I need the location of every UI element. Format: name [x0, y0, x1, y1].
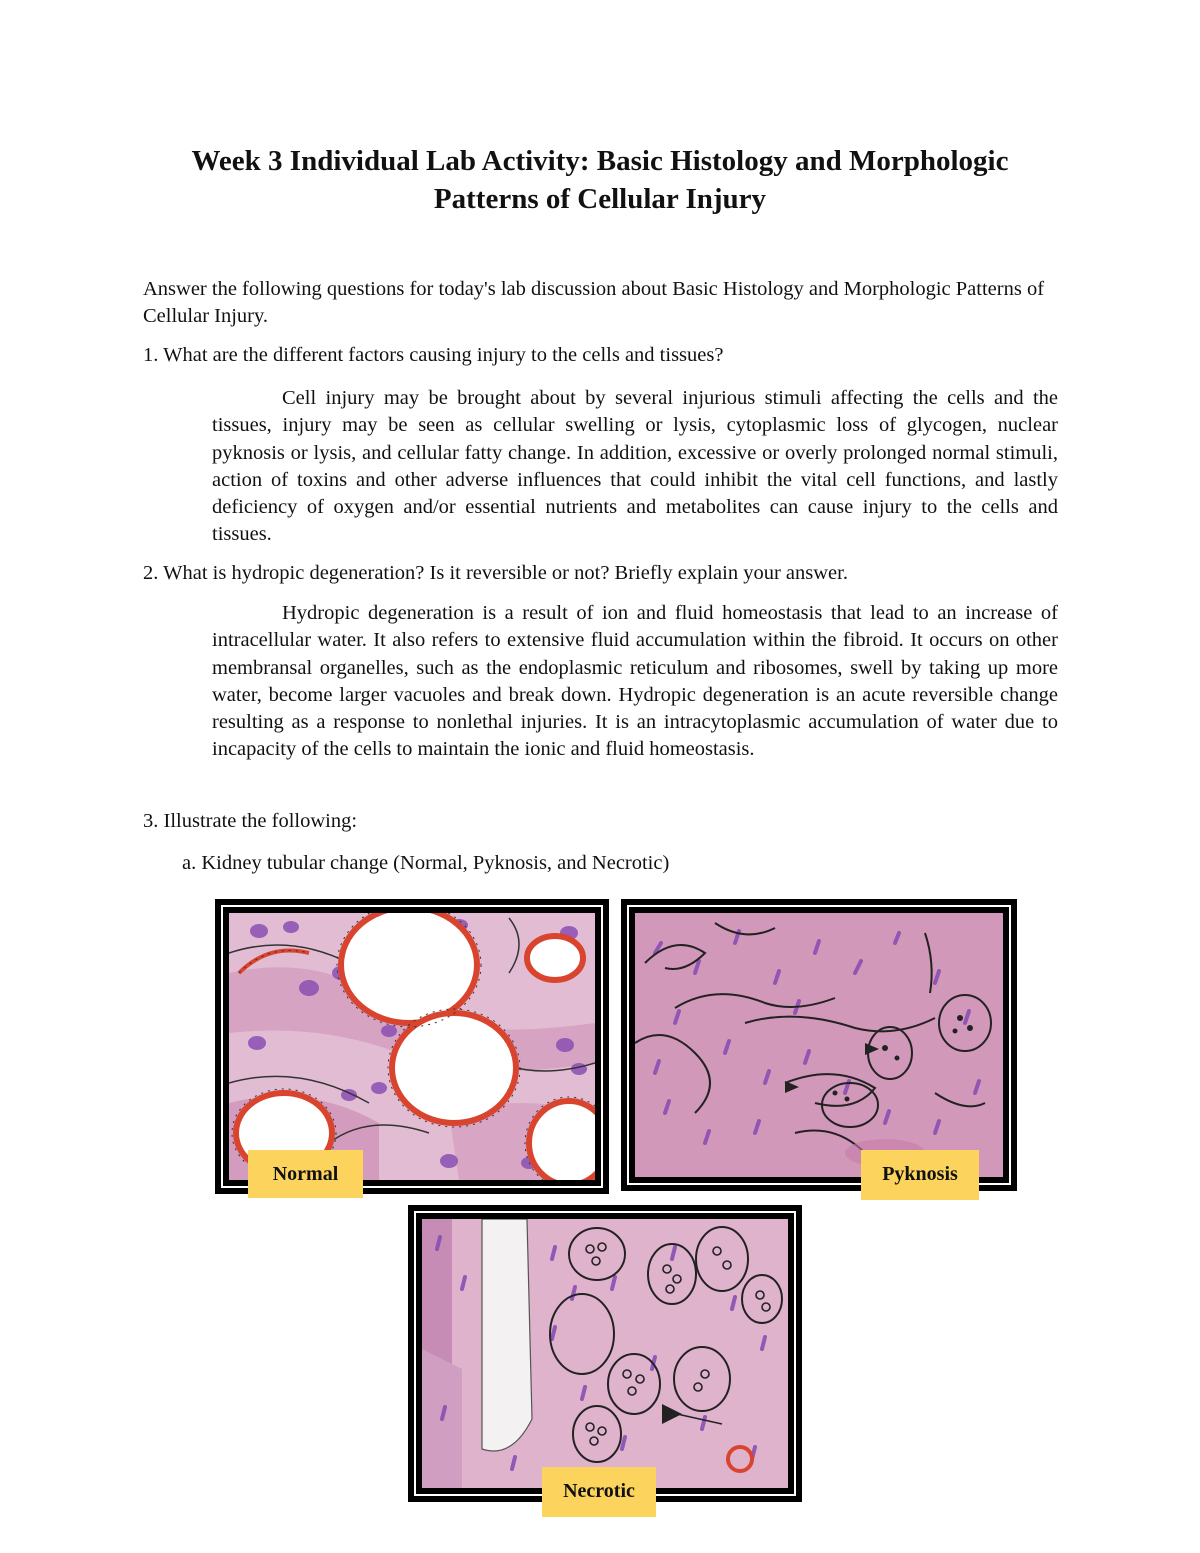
normal-tissue-drawing	[229, 913, 595, 1180]
document-title	[0, 142, 1200, 218]
answer-1: Cell injury may be brought about by several injurious stimuli affecting the cells and the tissues, injury may be seen as cellular swelling or lysis, cytoplasmic loss of glycogen, nuclear pyknosis or lysis, and cellular fatty change. In addition, excessive or overly prolonged normal stimuli, action of toxins and other adverse influences that could inhibit the vital cell functions, and lastly deficiency of oxygen and/or essential nutrients and metabolites can cause injury to the cells and tissues.	[212, 387, 1058, 546]
title-line-2: Patterns of Cellular Injury	[433, 183, 767, 215]
answer-2: Hydropic degeneration is a result of ion and fluid homeostasis that lead to an increase of intracellular water. It also refers to extensive fluid accumulation within the fibroid. It occurs on other membransal organelles, such as the endoplasmic reticulum and ribosomes, swell by taking up more water, become larger vacuoles and break down. Hydropic degeneration is an acute reversible change resulting as a response to nonlethal injuries. It is an intracytoplasmic accumulation of water due to incapacity of the cells to maintain the ionic and fluid homeostasis.	[212, 602, 1058, 761]
title-line-1: Week 3 Individual Lab Activity: Basic Histology and Morphologic	[191, 145, 1009, 177]
question-1: 1. What are the different factors causing injury to the cells and tissues?	[143, 344, 724, 366]
subitem-a: a. Kidney tubular change (Normal, Pyknosis, and Necrotic)	[182, 852, 670, 874]
necrotic-tissue-drawing	[422, 1219, 788, 1488]
question-2: 2. What is hydropic degeneration? Is it reversible or not? Briefly explain your answer.	[143, 562, 848, 584]
intro-paragraph: Answer the following questions for today's lab discussion about Basic Histology and Morphologic Patterns of Cellular Injury.	[143, 278, 1045, 327]
necrotic-label: Necrotic	[542, 1467, 656, 1517]
pyknosis-label: Pyknosis	[861, 1150, 979, 1200]
question-3: 3. Illustrate the following:	[143, 810, 358, 832]
pyknosis-illustration	[621, 899, 1017, 1191]
pyknosis-tissue-drawing	[635, 913, 1003, 1177]
normal-label: Normal	[248, 1150, 363, 1198]
necrotic-illustration	[408, 1205, 802, 1502]
